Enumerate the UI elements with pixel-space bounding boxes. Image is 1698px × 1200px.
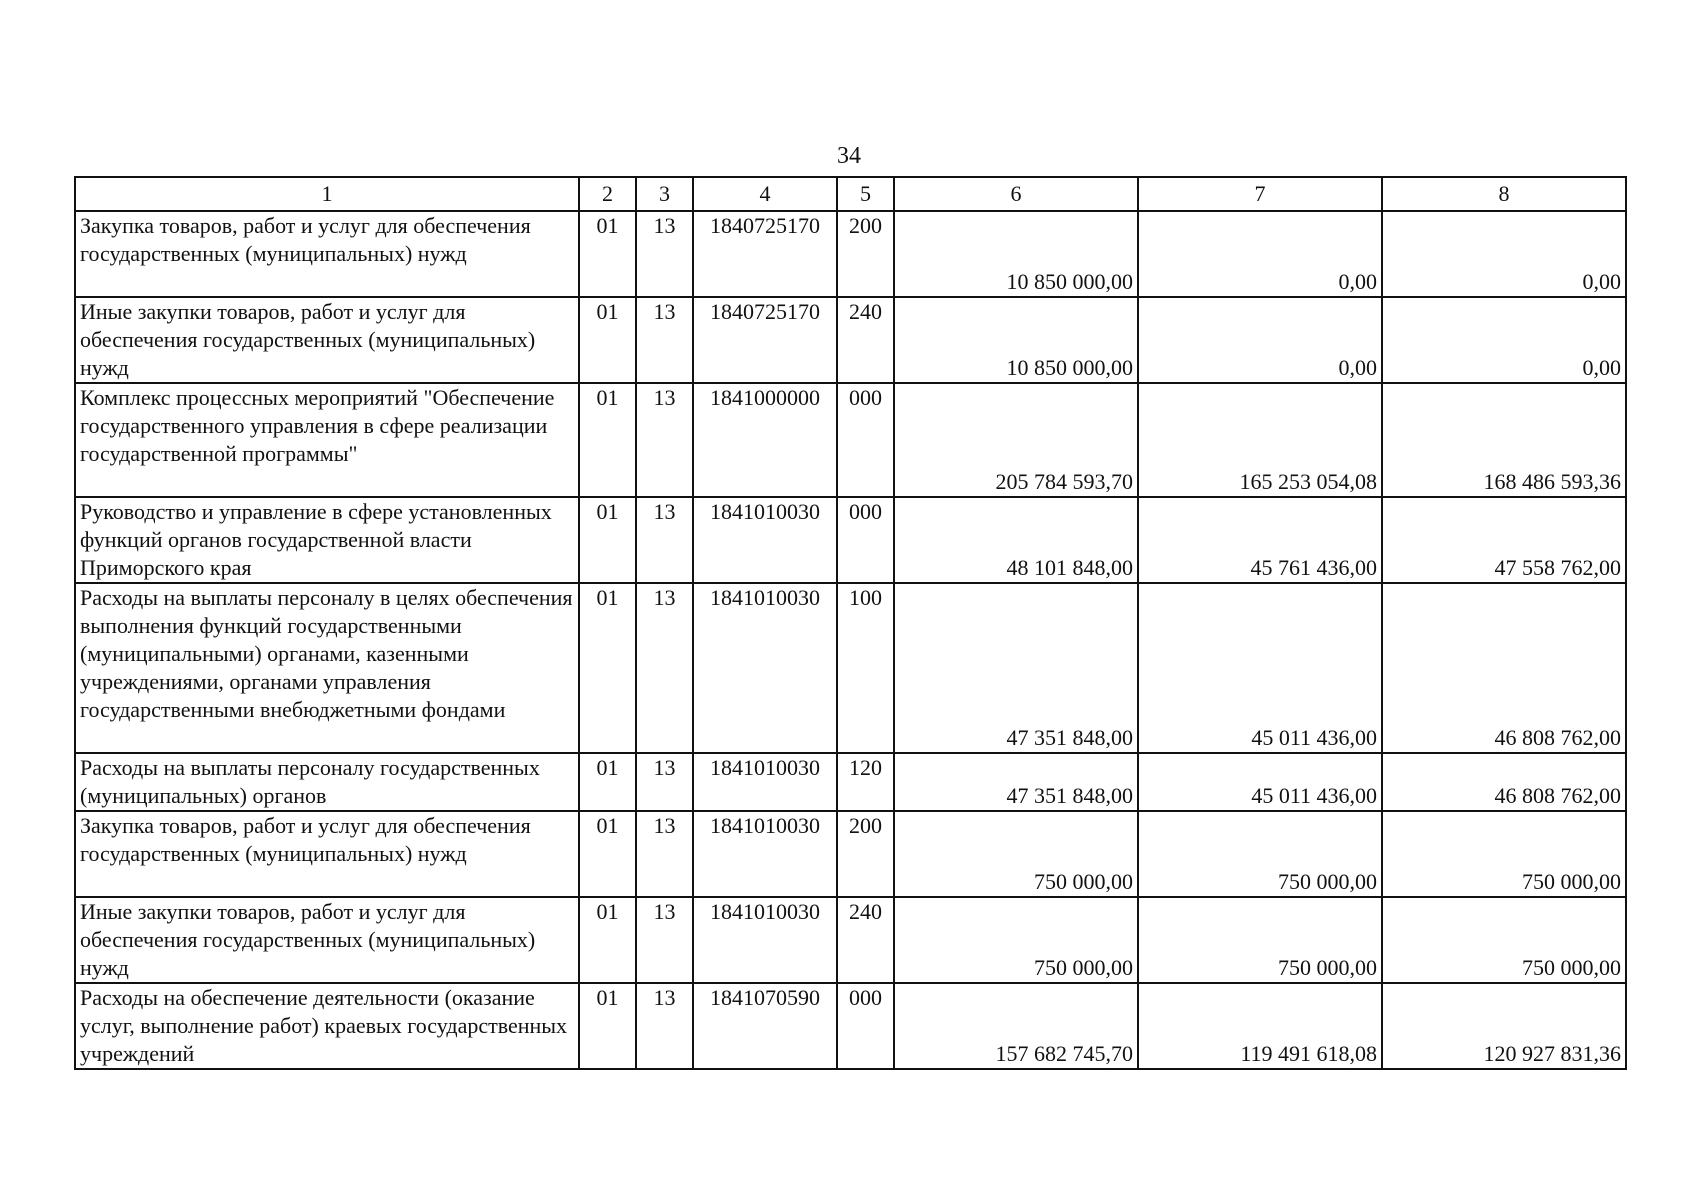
row-code-section: 01 bbox=[579, 383, 636, 497]
header-cell-4: 4 bbox=[693, 177, 837, 211]
row-code-expense-type: 000 bbox=[837, 497, 894, 583]
row-amount-col6: 10 850 000,00 bbox=[894, 211, 1138, 297]
header-row bbox=[75, 177, 1626, 211]
row-amount-col6: 750 000,00 bbox=[894, 897, 1138, 983]
row-code-target: 1840725170 bbox=[693, 211, 837, 297]
header-cell-8: 8 bbox=[1382, 177, 1626, 211]
row-amount-col8: 120 927 831,36 bbox=[1382, 983, 1626, 1069]
row-amount-col7: 0,00 bbox=[1138, 297, 1382, 383]
row-amount-col8: 168 486 593,36 bbox=[1382, 383, 1626, 497]
row-amount-col6: 205 784 593,70 bbox=[894, 383, 1138, 497]
table-row bbox=[75, 983, 1626, 1069]
row-amount-col8: 750 000,00 bbox=[1382, 897, 1626, 983]
row-name: Закупка товаров, работ и услуг для обеспечения государственных (муниципальных) нужд bbox=[75, 211, 579, 297]
row-code-expense-type: 000 bbox=[837, 983, 894, 1069]
row-code-subsection: 13 bbox=[636, 297, 693, 383]
row-code-expense-type: 000 bbox=[837, 383, 894, 497]
table-row bbox=[75, 383, 1626, 497]
row-code-section: 01 bbox=[579, 211, 636, 297]
row-code-expense-type: 100 bbox=[837, 583, 894, 753]
row-code-expense-type: 200 bbox=[837, 211, 894, 297]
row-amount-col7: 0,00 bbox=[1138, 211, 1382, 297]
table-row bbox=[75, 811, 1626, 897]
row-amount-col8: 750 000,00 bbox=[1382, 811, 1626, 897]
table-row bbox=[75, 897, 1626, 983]
row-name: Иные закупки товаров, работ и услуг для обеспечения государственных (муниципальных) нужд bbox=[75, 897, 579, 983]
row-code-target: 1841070590 bbox=[693, 983, 837, 1069]
row-name: Расходы на выплаты персоналу в целях обеспечения выполнения функций государственными (муниципальными) органами, казенными учреждениями, органами управления государственными внебюджетными фондами bbox=[75, 583, 579, 753]
row-amount-col6: 48 101 848,00 bbox=[894, 497, 1138, 583]
row-code-expense-type: 240 bbox=[837, 297, 894, 383]
row-amount-col7: 45 761 436,00 bbox=[1138, 497, 1382, 583]
row-code-subsection: 13 bbox=[636, 383, 693, 497]
row-amount-col7: 750 000,00 bbox=[1138, 897, 1382, 983]
row-code-target: 1841010030 bbox=[693, 753, 837, 811]
row-code-target: 1840725170 bbox=[693, 297, 837, 383]
row-amount-col6: 157 682 745,70 bbox=[894, 983, 1138, 1069]
table-row bbox=[75, 583, 1626, 753]
header-cell-2: 2 bbox=[579, 177, 636, 211]
row-code-expense-type: 120 bbox=[837, 753, 894, 811]
row-code-subsection: 13 bbox=[636, 897, 693, 983]
row-code-section: 01 bbox=[579, 811, 636, 897]
row-amount-col8: 0,00 bbox=[1382, 211, 1626, 297]
header-cell-6: 6 bbox=[894, 177, 1138, 211]
table-row bbox=[75, 497, 1626, 583]
row-code-section: 01 bbox=[579, 297, 636, 383]
header-cell-3: 3 bbox=[636, 177, 693, 211]
row-code-target: 1841010030 bbox=[693, 583, 837, 753]
row-code-target: 1841010030 bbox=[693, 497, 837, 583]
row-code-target: 1841010030 bbox=[693, 897, 837, 983]
row-code-target: 1841010030 bbox=[693, 811, 837, 897]
row-amount-col8: 46 808 762,00 bbox=[1382, 753, 1626, 811]
row-name: Расходы на выплаты персоналу государственных (муниципальных) органов bbox=[75, 753, 579, 811]
row-code-section: 01 bbox=[579, 497, 636, 583]
row-code-section: 01 bbox=[579, 583, 636, 753]
header-cell-5: 5 bbox=[837, 177, 894, 211]
row-amount-col7: 119 491 618,08 bbox=[1138, 983, 1382, 1069]
row-amount-col6: 47 351 848,00 bbox=[894, 753, 1138, 811]
row-code-subsection: 13 bbox=[636, 753, 693, 811]
row-name: Комплекс процессных мероприятий "Обеспечение государственного управления в сфере реализации государственной программы" bbox=[75, 383, 579, 497]
budget-table bbox=[74, 176, 1627, 1070]
row-name: Расходы на обеспечение деятельности (оказание услуг, выполнение работ) краевых государственных учреждений bbox=[75, 983, 579, 1069]
row-code-section: 01 bbox=[579, 983, 636, 1069]
row-name: Иные закупки товаров, работ и услуг для обеспечения государственных (муниципальных) нужд bbox=[75, 297, 579, 383]
row-code-subsection: 13 bbox=[636, 811, 693, 897]
row-name: Руководство и управление в сфере установленных функций органов государственной власти Приморского края bbox=[75, 497, 579, 583]
row-code-subsection: 13 bbox=[636, 583, 693, 753]
row-code-subsection: 13 bbox=[636, 497, 693, 583]
row-code-expense-type: 200 bbox=[837, 811, 894, 897]
row-code-subsection: 13 bbox=[636, 211, 693, 297]
row-name: Закупка товаров, работ и услуг для обеспечения государственных (муниципальных) нужд bbox=[75, 811, 579, 897]
row-amount-col7: 750 000,00 bbox=[1138, 811, 1382, 897]
row-amount-col8: 46 808 762,00 bbox=[1382, 583, 1626, 753]
row-code-section: 01 bbox=[579, 897, 636, 983]
table-row bbox=[75, 297, 1626, 383]
row-amount-col7: 165 253 054,08 bbox=[1138, 383, 1382, 497]
page-number: 34 bbox=[837, 143, 861, 169]
row-amount-col6: 10 850 000,00 bbox=[894, 297, 1138, 383]
row-code-expense-type: 240 bbox=[837, 897, 894, 983]
table-row bbox=[75, 753, 1626, 811]
header-cell-7: 7 bbox=[1138, 177, 1382, 211]
row-amount-col7: 45 011 436,00 bbox=[1138, 583, 1382, 753]
row-amount-col8: 0,00 bbox=[1382, 297, 1626, 383]
row-amount-col7: 45 011 436,00 bbox=[1138, 753, 1382, 811]
row-amount-col8: 47 558 762,00 bbox=[1382, 497, 1626, 583]
row-code-subsection: 13 bbox=[636, 983, 693, 1069]
row-amount-col6: 750 000,00 bbox=[894, 811, 1138, 897]
table-row bbox=[75, 211, 1626, 297]
row-code-target: 1841000000 bbox=[693, 383, 837, 497]
row-amount-col6: 47 351 848,00 bbox=[894, 583, 1138, 753]
header-cell-1: 1 bbox=[75, 177, 579, 211]
row-code-section: 01 bbox=[579, 753, 636, 811]
